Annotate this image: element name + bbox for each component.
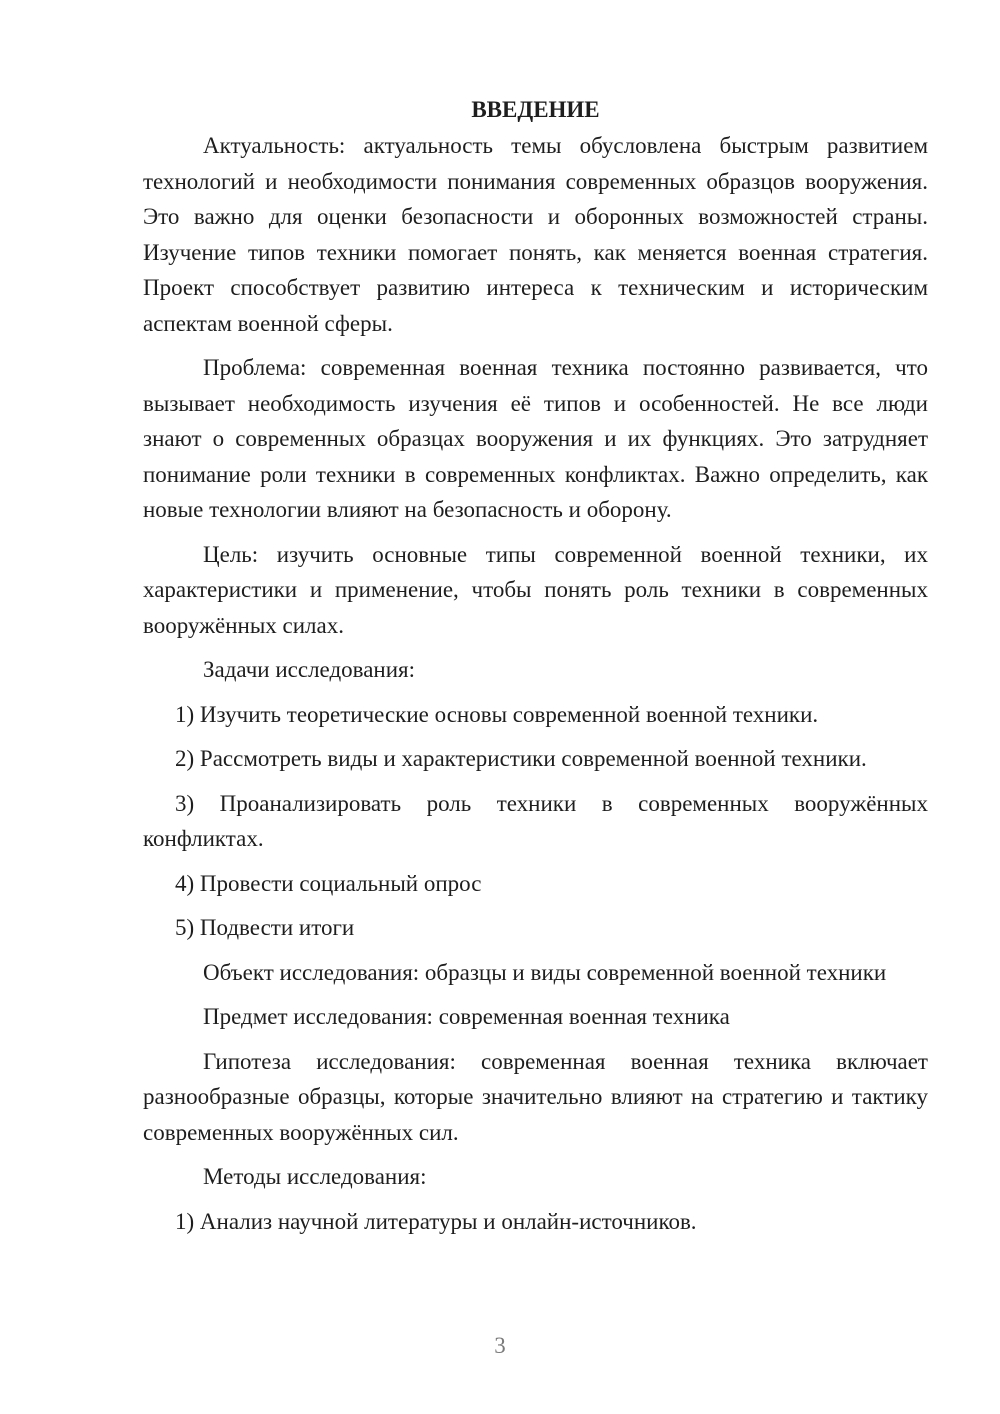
task-item-3: 3) Проанализировать роль техники в современных вооружённых конфликтах. <box>143 790 928 851</box>
page-title: ВВЕДЕНИЕ <box>471 97 600 122</box>
document-body <box>143 92 928 1248</box>
method-item-1: 1) Анализ научной литературы и онлайн-источников. <box>175 1208 697 1234</box>
task-item-2: 2) Рассмотреть виды и характеристики современной военной техники. <box>175 746 867 771</box>
tasks-title: Задачи исследования: <box>203 657 416 682</box>
task-item-1: 1) Изучить теоретические основы современной военной техники. <box>175 701 819 727</box>
paragraph-relevance: Актуальность: актуальность темы обусловлена быстрым развитием технологий и необходимости понимания современных образцов вооружения. Это важно для оценки безопасности и оборонных возможностей страны. Изучение типов техники помогает понять, как меняется военная стратегия. Проект способствует развитию интереса к техническим и историческим аспектам военной сферы. <box>143 133 928 336</box>
paragraph-goal: Цель: изучить основные типы современной военной техники, их характеристики и применение, чтобы понять роль техники в современных вооружённых силах. <box>143 541 928 638</box>
page-number: 3 <box>494 1333 506 1358</box>
paragraph-subject: Предмет исследования: современная военная техника <box>203 1004 730 1029</box>
paragraph-problem: Проблема: современная военная техника постоянно развивается, что вызывает необходимость изучения её типов и особенностей. Не все люди знают о современных образцах вооружения и их функциях. Это затрудняет понимание роли техники в современных конфликтах. Важно определить, как новые технологии влияют на безопасность и оборону. <box>143 355 928 522</box>
task-item-5: 5) Подвести итоги <box>175 915 355 940</box>
paragraph-hypothesis: Гипотеза исследования: современная военная техника включает разнообразные образцы, которые значительно влияют на стратегию и тактику современных вооружённых сил. <box>143 1048 928 1145</box>
task-item-4: 4) Провести социальный опрос <box>175 870 482 896</box>
paragraph-object: Объект исследования: образцы и виды современной военной техники <box>203 959 887 985</box>
methods-title: Методы исследования: <box>203 1164 427 1189</box>
